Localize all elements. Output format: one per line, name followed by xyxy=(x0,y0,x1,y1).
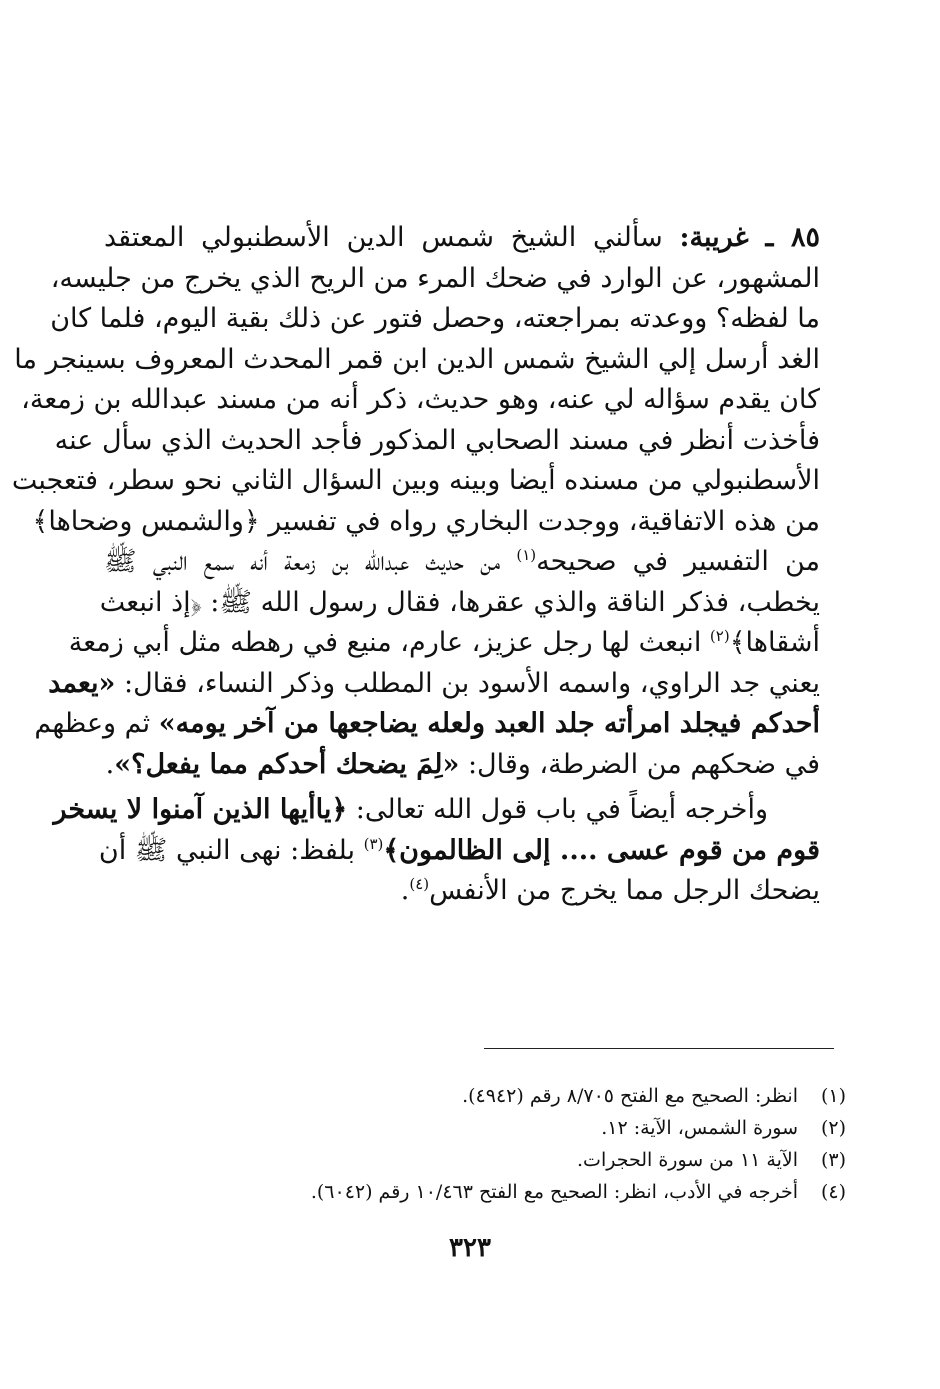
text-line xyxy=(53,790,820,831)
page-number: ٣٢٣ xyxy=(449,1233,491,1263)
text-line xyxy=(14,340,820,381)
footnote-text: انظر: الصحيح مع الفتح ٨/٧٠٥ رقم (٤٩٤٢). xyxy=(462,1085,798,1107)
text-span: . xyxy=(400,875,410,906)
text-span: ما لفظه؟ ووعدته بمراجعته، وحصل فتور عن ذلك بقية اليوم، فلما كان xyxy=(50,303,820,334)
text-span: كان يقدم سؤاله لي عنه، وهو حديث، ذكر أنه من مسند عبدالله بن زمعة، xyxy=(21,384,820,415)
text-span: من هذه الاتفاقية، ووجدت البخاري رواه في تفسير ﴿والشمس وضحاها﴾ xyxy=(32,505,820,537)
text-span: المشهور، عن الوارد في ضحك المرء من الريح الذي يخرج من جليسه، xyxy=(50,262,820,294)
text-span: انبعث لها رجل عزيز، عارم، منيع في رهطه مثل أبي زمعة xyxy=(68,627,710,658)
text-span: يعني جد الراوي، واسمه الأسود بن المطلب وذكر النساء، فقال: xyxy=(115,667,820,699)
text-line xyxy=(99,583,820,624)
footnote-number: (٢) xyxy=(820,1117,846,1139)
quran-quote: ﴿ياأيها الذين آمنوا لا يسخر xyxy=(53,794,348,825)
text-span: أشقاها﴾ xyxy=(729,627,820,658)
text-span: بلفظ: نهى النبي ﷺ أن xyxy=(98,834,364,866)
footnote-ref: (١) xyxy=(516,546,537,564)
hadith-quote: «لِمَ يضحك أحدكم مما يفعل؟» xyxy=(114,748,460,780)
text-line xyxy=(68,623,820,664)
entry-number: ٨٥ ـ xyxy=(765,222,821,253)
footnote-number: (١) xyxy=(820,1085,846,1107)
text-line xyxy=(48,664,820,705)
text-line xyxy=(21,380,820,421)
footnote xyxy=(86,1112,846,1144)
text-span: فأخذت أنظر في مسند الصحابي المذكور فأجد الحديث الذي سأل عنه xyxy=(54,424,820,456)
footnote xyxy=(86,1176,846,1208)
quran-quote: قوم من قوم عسى .... إلى الظالمون﴾ xyxy=(383,834,820,866)
text-span: في ضحكهم من الضرطة، وقال: xyxy=(459,748,820,780)
footnote-ref: (٢) xyxy=(709,627,730,645)
text-span: من حديث عبدالله بن زمعة أنه سمع النبي ﷺ xyxy=(104,546,517,577)
text-line xyxy=(104,871,820,912)
hadith-quote: «يعمد xyxy=(48,667,116,699)
text-line xyxy=(50,299,820,340)
text-line xyxy=(104,745,820,786)
footnote-text: سورة الشمس، الآية: ١٢. xyxy=(601,1117,798,1139)
text-span: يخطب، فذكر الناقة والذي عقرها، فقال رسول الله ﷺ: ﴿إذ انبعث xyxy=(99,586,820,618)
footnote xyxy=(86,1080,846,1112)
text-span: الغد أرسل إلي الشيخ شمس الدين ابن قمر المحدث المعروف بسينجر ما xyxy=(14,343,820,375)
footnote-text: أخرجه في الأدب، انظر: الصحيح مع الفتح ١٠/٤٦٣ رقم (٦٠٤٢). xyxy=(310,1181,798,1203)
text-span: ثم وعظهم xyxy=(34,708,159,739)
footnote-text: الآية ١١ من سورة الحجرات. xyxy=(577,1149,798,1171)
footnote xyxy=(86,1144,846,1176)
footnote-ref: (٤) xyxy=(409,875,430,893)
main-text xyxy=(11,218,821,912)
text-span: . xyxy=(105,748,115,780)
hadith-quote: أحدكم فيجلد امرأته جلد العبد ولعله يضاجعها من آخر يومه» xyxy=(158,708,820,739)
paragraph-2 xyxy=(53,790,820,912)
text-line xyxy=(32,502,820,543)
text-span: من التفسير في صحيحه xyxy=(536,546,820,577)
paragraph-85 xyxy=(11,218,821,785)
text-line xyxy=(50,259,820,300)
text-line xyxy=(104,542,820,583)
footnote-divider xyxy=(484,1048,834,1049)
text-span: الأسطنبولي من مسنده أيضا وبينه وبين السؤال الثاني نحو سطر، فتعجبت xyxy=(11,465,820,496)
text-span: سألني الشيخ شمس الدين الأسطنبولي المعتقد xyxy=(104,222,663,253)
text-line xyxy=(11,461,820,502)
footnote-number: (٣) xyxy=(820,1149,846,1171)
text-line xyxy=(34,704,820,745)
text-line xyxy=(104,218,820,259)
footnote-number: (٤) xyxy=(820,1181,846,1203)
text-span: يضحك الرجل مما يخرج من الأنفس xyxy=(429,875,820,906)
footnotes xyxy=(86,1080,846,1208)
entry-heading: غريبة: xyxy=(679,222,749,253)
text-line xyxy=(98,831,820,872)
text-line xyxy=(54,421,820,462)
text-span: وأخرجه أيضاً في باب قول الله تعالى: xyxy=(347,794,768,825)
footnote-ref: (٣) xyxy=(363,834,384,853)
